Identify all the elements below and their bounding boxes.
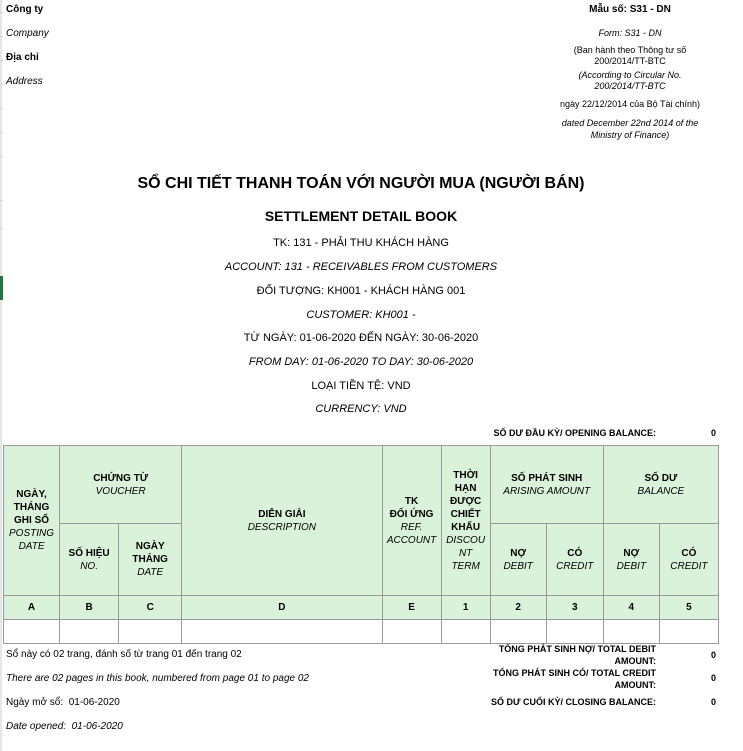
col-balance-debit xyxy=(603,524,659,596)
header-text: DATE xyxy=(18,541,45,552)
header-text: NỢ xyxy=(623,547,640,559)
opening-balance-value: 0 xyxy=(710,428,716,438)
data-cell[interactable] xyxy=(60,620,119,644)
col-voucher xyxy=(60,446,182,524)
col-balance-credit xyxy=(659,524,718,596)
header-text: HẠN xyxy=(454,482,477,494)
code-cell: E xyxy=(382,596,441,620)
data-cell[interactable] xyxy=(659,620,718,644)
code-cell: 2 xyxy=(490,596,546,620)
opened-date-value: 01-06-2020 xyxy=(71,721,123,732)
header-text: ĐỐI ỨNG xyxy=(389,508,434,520)
header-text: ĐƯỢC xyxy=(449,495,482,507)
col-arising-debit xyxy=(490,524,546,596)
header-text: CHỨNG TỪ xyxy=(93,472,149,484)
company-label: Công ty xyxy=(6,4,44,15)
row-tick xyxy=(0,36,3,37)
header-text: POSTING xyxy=(9,528,55,539)
code-cell: 5 xyxy=(659,596,718,620)
period-line: TỪ NGÀY: 01-06-2020 ĐẾN NGÀY: 30-06-2020 xyxy=(243,332,479,344)
header-text: THÁNG xyxy=(13,502,50,513)
circular-line: Ministry of Finance) xyxy=(590,130,670,140)
opened-date-value: 01-06-2020 xyxy=(68,697,120,708)
object-line: ĐỐI TƯỢNG: KH001 - KHÁCH HÀNG 001 xyxy=(256,285,466,297)
row-tick xyxy=(0,108,3,109)
header-text: TK xyxy=(404,495,419,507)
data-cell[interactable] xyxy=(182,620,382,644)
row-tick xyxy=(0,12,3,13)
header-text: DESCRIPTION xyxy=(247,521,317,533)
header-text: THÁNG xyxy=(132,554,168,565)
address-label: Địa chỉ xyxy=(6,52,39,63)
code-cell: 3 xyxy=(546,596,603,620)
currency-line-en: CURRENCY: VND xyxy=(315,403,407,415)
header-text: BALANCE xyxy=(637,485,685,497)
col-voucher-date xyxy=(119,524,182,596)
data-cell[interactable] xyxy=(603,620,659,644)
header-text: NGÀY, xyxy=(16,489,47,500)
header-text: CHIẾT xyxy=(450,508,481,520)
header-text: NO. xyxy=(80,560,98,572)
closing-balance-value: 0 xyxy=(710,697,716,707)
header-text: NỢ xyxy=(510,547,527,559)
code-cell: 4 xyxy=(603,596,659,620)
data-cell[interactable] xyxy=(546,620,603,644)
col-posting-date xyxy=(4,446,60,596)
row-tick xyxy=(0,200,3,201)
total-label-line: TỔNG PHÁT SINH CÓ/ TOTAL CREDIT xyxy=(492,668,656,678)
pages-note: Sổ này có 02 trang, đánh số từ trang 01 đến trang 02 xyxy=(6,649,242,660)
page-subtitle: SETTLEMENT DETAIL BOOK xyxy=(264,208,458,224)
data-cell[interactable] xyxy=(490,620,546,644)
header-text: CÓ xyxy=(567,547,583,559)
col-arising-credit xyxy=(546,524,603,596)
circular-line: dated December 22nd 2014 of the xyxy=(561,118,699,128)
object-line-en: CUSTOMER: KH001 - xyxy=(306,309,416,321)
circular-date: ngày 22/12/2014 của Bộ Tài chính) xyxy=(560,99,700,109)
row-tick xyxy=(0,60,3,61)
header-text: TERM xyxy=(451,560,480,572)
header-text: CÓ xyxy=(681,547,697,559)
header-text: DEBIT xyxy=(616,560,647,572)
table-row xyxy=(4,620,719,644)
col-voucher-no xyxy=(60,524,119,596)
circular-line: 200/2014/TT-BTC xyxy=(594,81,666,91)
col-ref-account xyxy=(382,446,441,596)
col-arising-amount xyxy=(490,446,603,524)
header-text: NGÀY xyxy=(135,541,165,552)
header-text: SỐ DƯ xyxy=(644,472,678,484)
account-line-en: ACCOUNT: 131 - RECEIVABLES FROM CUSTOMERS xyxy=(224,261,498,273)
header-text: DIỄN GIẢI xyxy=(258,508,306,520)
data-cell[interactable] xyxy=(441,620,490,644)
currency-line: LOẠI TIỀN TỆ: VND xyxy=(311,380,411,392)
header-text: ARISING AMOUNT xyxy=(503,485,591,497)
total-credit-value: 0 xyxy=(710,673,716,683)
opened-date-label: Ngày mở sổ: xyxy=(6,697,64,708)
form-number: Mẫu số: S31 - DN xyxy=(589,4,671,15)
address-label-en: Address xyxy=(6,76,43,87)
form-number-en: Form: S31 - DN xyxy=(598,28,662,38)
code-cell: A xyxy=(4,596,60,620)
circular-issued xyxy=(540,45,720,67)
sheet-left-edge xyxy=(0,0,2,751)
col-balance xyxy=(603,446,718,524)
row-tick xyxy=(0,132,3,133)
circular-line: (Ban hành theo Thông tư số xyxy=(573,45,687,55)
code-cell: 1 xyxy=(441,596,490,620)
period-line-en: FROM DAY: 01-06-2020 TO DAY: 30-06-2020 xyxy=(248,356,474,368)
total-credit-label xyxy=(420,667,656,691)
total-debit-label xyxy=(420,643,656,667)
row-tick xyxy=(0,228,3,229)
circular-line: (According to Circular No. xyxy=(578,70,682,80)
circular-issued-en xyxy=(540,70,720,92)
circular-line: 200/2014/TT-BTC xyxy=(594,56,666,66)
opening-balance-label: SỐ DƯ ĐẦU KỲ/ OPENING BALANCE: xyxy=(493,428,656,438)
page-title: SỔ CHI TIẾT THANH TOÁN VỚI NGƯỜI MUA (NGƯỜI BÁN) xyxy=(137,175,585,192)
circular-date-en xyxy=(530,117,730,141)
header-text: SỐ PHÁT SINH xyxy=(511,472,583,484)
code-cell: B xyxy=(60,596,119,620)
closing-balance-label: SỐ DƯ CUỐI KỲ/ CLOSING BALANCE: xyxy=(491,697,656,707)
code-cell: D xyxy=(182,596,382,620)
company-label-en: Company xyxy=(6,28,49,39)
header-text: DATE xyxy=(137,567,164,578)
header-text: REF. xyxy=(400,521,423,533)
total-label-line: TỔNG PHÁT SINH NỢ/ TOTAL DEBIT xyxy=(498,644,656,654)
data-cell[interactable] xyxy=(382,620,441,644)
header-text: GHI SỔ xyxy=(14,515,50,526)
header-text: KHẤU xyxy=(451,521,481,533)
account-line: TK: 131 - PHẢI THU KHÁCH HÀNG xyxy=(273,237,449,249)
header-text: VOUCHER xyxy=(95,485,146,497)
total-debit-value: 0 xyxy=(710,650,716,660)
total-label-line: AMOUNT: xyxy=(614,656,656,666)
header-text: ACCOUNT xyxy=(386,534,437,546)
header-text: CREDIT xyxy=(670,560,708,572)
header-text: NT xyxy=(458,547,473,559)
code-cell: C xyxy=(119,596,182,620)
data-cell[interactable] xyxy=(119,620,182,644)
col-description xyxy=(182,446,382,596)
data-cell[interactable] xyxy=(4,620,60,644)
opened-date-en xyxy=(6,721,123,732)
header-text: SỐ HIỆU xyxy=(68,547,110,559)
ledger-table xyxy=(3,445,719,644)
total-label-line: AMOUNT: xyxy=(614,680,656,690)
row-tick xyxy=(0,156,3,157)
col-discount-term xyxy=(441,446,490,596)
header-text: DEBIT xyxy=(503,560,533,572)
header-text: DISCOU xyxy=(446,534,486,546)
pages-note-en: There are 02 pages in this book, numbered from page 01 to page 02 xyxy=(6,673,309,684)
row-tick xyxy=(0,84,3,85)
opened-date-label: Date opened: xyxy=(6,721,67,732)
opened-date xyxy=(6,697,120,708)
header-text: CREDIT xyxy=(556,560,594,572)
header-text: THỜI xyxy=(453,469,478,481)
